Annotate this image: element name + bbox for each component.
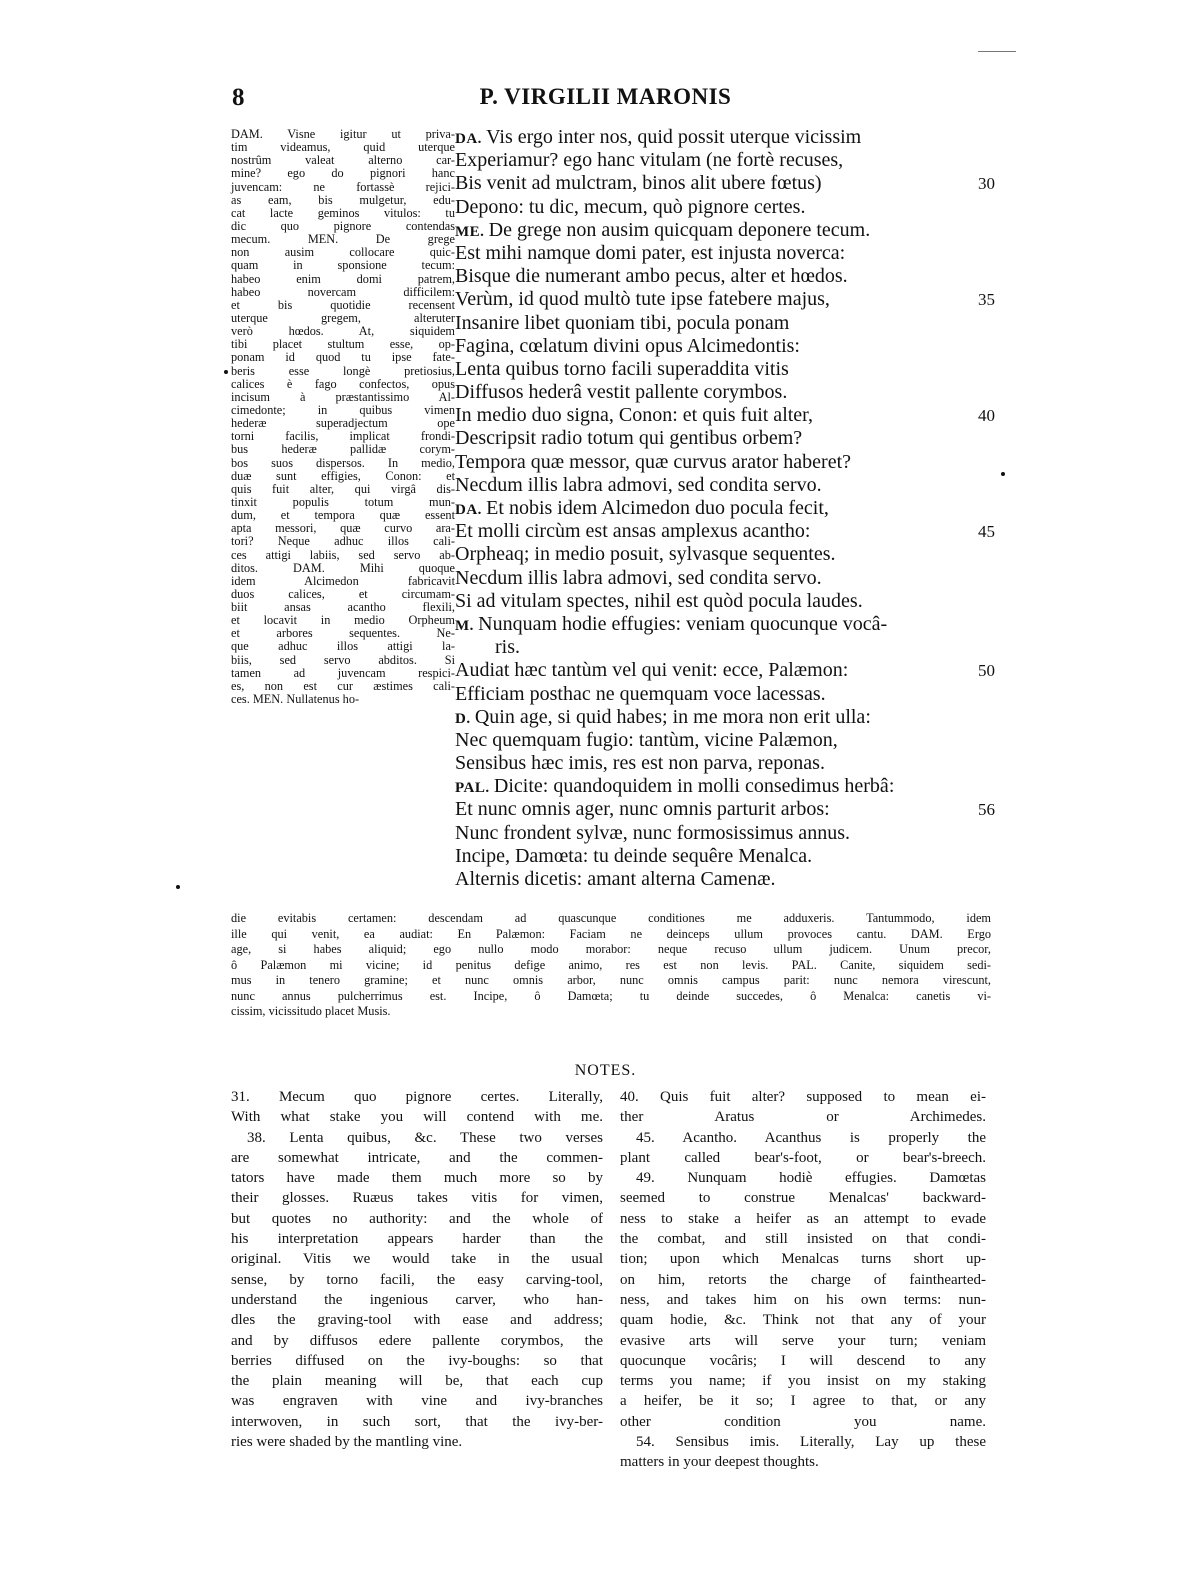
- verse-text: Necdum illis labra admovi, sed condita servo.: [455, 473, 822, 496]
- verse-line: [455, 196, 995, 219]
- note-line: the combat, and still insisted on that condi-: [620, 1231, 986, 1248]
- interpretation-line: ô Palæmon mi vicine; id penitus defige animo, res est non levis. PAL. Canite, siquidem sedi-: [231, 957, 991, 972]
- stray-mark: [176, 885, 180, 889]
- interpretation-line: non ausim collocare quic-: [231, 245, 455, 260]
- speaker-label: M.: [455, 617, 479, 634]
- note-line: other condition you name.: [620, 1413, 986, 1430]
- interpretation-line: incisum à præstantissimo Al-: [231, 389, 455, 404]
- interpretation-line: ces attigi labiis, sed servo ab-: [231, 547, 455, 562]
- verse-line: [455, 312, 995, 335]
- verse-text: Et nobis idem Alcimedon duo pocula fecit,: [486, 497, 829, 519]
- verse-text: Lenta quibus torno facili superaddita vitis: [455, 357, 789, 380]
- note-line: on him, retorts the charge of fainthearted-: [620, 1271, 986, 1288]
- interpretation-line: es, non est cur æstimes cali-: [231, 678, 455, 693]
- interpretation-line: habeo enim domi patrem,: [231, 271, 455, 286]
- note-line: their glosses. Ruæus takes vitis for vimen,: [231, 1190, 603, 1207]
- note-line: tators have made them much more so by: [231, 1170, 603, 1187]
- verse-line: [455, 126, 995, 149]
- stray-mark: [224, 370, 228, 374]
- note-line: 31. Mecum quo pignore certes. Literally,: [231, 1089, 603, 1105]
- corner-rule: [978, 51, 1016, 52]
- interpretation-line: et locavit in medio Orpheum: [231, 613, 455, 628]
- verse-text: Verùm, id quod multò tute ipse fatebere majus,: [455, 288, 830, 311]
- notes-left-column: [231, 1087, 603, 1452]
- verse-text: Bis venit ad mulctram, binos alit ubere fœtus): [455, 172, 822, 195]
- verse-text: Audiat hæc tantùm vel qui venit: ecce, Palæmon:: [455, 659, 849, 682]
- interpretation-line: biit ansas acantho flexili,: [231, 600, 455, 615]
- note-line: ries were shaded by the mantling vine.: [231, 1434, 463, 1451]
- interpretation-line: mine? ego do pignori hanc: [231, 166, 455, 181]
- verse-line: [455, 752, 995, 775]
- interpretation-line: duæ sunt effigies, Conon: et: [231, 468, 455, 483]
- interpretation-line: torni facilis, implicat frondi-: [231, 429, 455, 444]
- verse-line: [455, 288, 995, 311]
- interpretation-line: tori? Neque adhuc illos cali-: [231, 534, 455, 549]
- interpretation-line: ille qui venit, ea audiat: En Palæmon: Faciam ne deinceps ullum provoces cantu. DAM. Ergo: [231, 926, 991, 941]
- verse-line: [455, 798, 995, 821]
- interpretation-line: dum, et tempora quæ essent: [231, 508, 455, 523]
- verse-line: [455, 265, 995, 288]
- note-line: plant called bear's-foot, or bear's-breech.: [620, 1149, 986, 1166]
- verse-line: [455, 822, 995, 845]
- note-line: ther Aratus or Archimedes.: [620, 1109, 986, 1126]
- speaker-label: ME.: [455, 223, 489, 240]
- speaker-label: PAL.: [455, 780, 494, 797]
- speaker-label: DA.: [455, 131, 487, 147]
- verse-text: Depono: tu dic, mecum, quò pignore certes.: [455, 195, 806, 218]
- line-number: 50: [978, 661, 995, 681]
- interpretation-line: nostrûm valeat alterno car-: [231, 153, 455, 168]
- interpretation-line: verò hœdos. At, siquidem: [231, 324, 455, 339]
- note-line: 54. Sensibus imis. Literally, Lay up these: [636, 1434, 986, 1451]
- verse-text: Nec quemquam fugio: tantùm, vicine Palæmon,: [455, 728, 838, 751]
- note-line: berries diffused on the ivy-boughs: so that: [231, 1352, 603, 1369]
- verse-line: [455, 427, 995, 450]
- interpretation-line: as eam, bis mulgetur, edu-: [231, 192, 455, 207]
- interpretation-line: cimedonte; in quibus vimen: [231, 402, 455, 417]
- verse-line: [455, 242, 995, 265]
- verse-line: [455, 775, 995, 798]
- verse-text: Et molli circùm est ansas amplexus acantho:: [455, 520, 811, 543]
- interpretation-line: beris esse longè pretiosius,: [231, 363, 455, 378]
- verse-text: De grege non ausim quicquam deponere tecum.: [488, 218, 871, 241]
- note-line: matters in your deepest thoughts.: [620, 1454, 819, 1471]
- note-line: a heifer, be it so; I agree to that, or any: [620, 1393, 986, 1410]
- verse-line: [455, 659, 995, 682]
- verse-text: ris.: [495, 636, 520, 659]
- note-line: understand the ingenious carver, who han-: [231, 1291, 603, 1308]
- interpretation-line: DAM. Visne igitur ut priva-: [231, 127, 455, 141]
- interpretation-line: apta messori, quæ curvo ara-: [231, 521, 455, 536]
- verse-line: [455, 729, 995, 752]
- note-line: dles the graving-tool with ease and address;: [231, 1312, 603, 1329]
- interpretation-line: ponam id quod tu ipse fate-: [231, 350, 455, 365]
- verse-text: Necdum illis labra admovi, sed condita servo.: [455, 566, 822, 589]
- verse-text: Sensibus hæc imis, res est non parva, reponas.: [455, 752, 825, 775]
- verse-text: Et nunc omnis ager, nunc omnis parturit arbos:: [455, 798, 830, 821]
- note-line: seemed to construe Menalcas' backward-: [620, 1190, 986, 1207]
- notes-right-column: [620, 1087, 986, 1473]
- interpretation-line: quam in sponsione tecum:: [231, 258, 455, 273]
- note-line: terms you name; if you insist on my staking: [620, 1373, 986, 1390]
- interpretation-line: tinxit populis totum mun-: [231, 494, 455, 509]
- note-line: evasive arts will serve your turn; veniam: [620, 1332, 986, 1349]
- verse-line: [455, 451, 995, 474]
- interpretation-line: bus hederæ pallidæ corym-: [231, 442, 455, 457]
- verse-line: [455, 845, 995, 868]
- verse-text: Alternis dicetis: amant alterna Camenæ.: [455, 868, 776, 890]
- interpretation-line: cat lacte geminos vitulos: tu: [231, 205, 455, 220]
- interpretation-line: calices è fago confectos, opus: [231, 376, 455, 391]
- note-line: original. Vitis we would take in the usual: [231, 1251, 603, 1268]
- interpretation-bottom-block: [231, 911, 991, 1020]
- interpretation-line: et bis quotidie recensent: [231, 297, 455, 312]
- interpretation-line: tibi placet stultum esse, op-: [231, 337, 455, 352]
- note-line: 49. Nunquam hodiè effugies. Damœtas: [636, 1170, 986, 1187]
- interpretation-line: tim videamus, quid uterque: [231, 140, 455, 155]
- interpretation-line: quis fuit alter, qui virgâ dis-: [231, 481, 455, 496]
- stray-mark: [1001, 472, 1005, 476]
- interpretation-line: habeo novercam difficilem:: [231, 284, 455, 299]
- interpretation-line: ces. MEN. Nullatenus ho-: [231, 692, 360, 707]
- line-number: 56: [978, 800, 995, 820]
- verse-text: Quin age, si quid habes; in me mora non erit ulla:: [474, 705, 871, 728]
- note-line: interwoven, in such sort, that the ivy-ber-: [231, 1413, 603, 1430]
- speaker-label: D.: [455, 710, 475, 727]
- note-line: his interpretation appears harder than the: [231, 1231, 603, 1248]
- line-number: 45: [978, 522, 995, 542]
- note-line: 38. Lenta quibus, &c. These two verses: [247, 1129, 603, 1146]
- verse-column: [455, 126, 995, 891]
- interpretation-line: nunc annus pulcherrimus est. Incipe, ô Damœta; tu deinde succedes, ô Menalca: canetis vi-: [231, 988, 991, 1003]
- interpretation-line: hederæ superadjectum ope: [231, 416, 455, 431]
- line-number: 40: [978, 406, 995, 426]
- verse-line: [455, 149, 995, 172]
- speaker-label: DA.: [455, 502, 487, 518]
- interpretation-line: duos calices, et circumam-: [231, 586, 455, 601]
- interpretation-line: mecum. MEN. De grege: [231, 232, 455, 247]
- interpretation-line: tamen ad juvencam respici-: [231, 665, 455, 680]
- verse-line: [455, 474, 995, 497]
- note-line: and by diffusos edere pallente corymbos, the: [231, 1332, 603, 1349]
- note-line: With what stake you will contend with me.: [231, 1109, 603, 1126]
- note-line: quocunque vocâris; I will descend to any: [620, 1352, 986, 1369]
- verse-text: Insanire libet quoniam tibi, pocula ponam: [455, 311, 790, 334]
- verse-line: [455, 543, 995, 566]
- notes-heading: NOTES.: [574, 1062, 637, 1079]
- interpretation-line: biis, sed servo abditos. Si: [231, 652, 455, 667]
- interpretation-line: mus in tenero gramine; et nunc omnis arbor, nunc omnis campus parit: nunc nemora virescunt,: [231, 973, 991, 987]
- note-line: but quotes no authority: and the whole of: [231, 1210, 603, 1227]
- verse-text: Orpheaq; in medio posuit, sylvasque sequentes.: [455, 543, 836, 566]
- interpretation-line: et arbores sequentes. Ne-: [231, 626, 455, 641]
- verse-text: In medio duo signa, Conon: et quis fuit alter,: [455, 404, 814, 427]
- note-line: sense, by torno facili, the easy carving-tool,: [231, 1271, 603, 1288]
- interpretation-line: uterque gregem, alteruter: [231, 310, 455, 325]
- verse-text: Diffusos hederâ vestit pallente corymbos.: [455, 381, 788, 404]
- interpretation-line: idem Alcimedon fabricavit: [231, 573, 455, 588]
- verse-text: Est mihi namque domi pater, est injusta noverca:: [455, 241, 846, 264]
- note-line: the plain meaning will be, that each cup: [231, 1373, 603, 1390]
- interpretation-line: dic quo pignore contendas: [231, 218, 455, 233]
- running-title: P. VIRGILII MARONIS: [479, 84, 732, 109]
- interpretation-line: die evitabis certamen: descendam ad quascunque conditiones me adduxeris. Tantummodo, idem: [231, 911, 991, 925]
- note-line: 45. Acantho. Acanthus is properly the: [636, 1129, 986, 1146]
- verse-text: Efficiam posthac ne quemquam voce lacessas.: [455, 682, 826, 705]
- verse-text: Nunquam hodie effugies: veniam quocunque vocâ-: [478, 612, 888, 635]
- verse-line: [455, 358, 995, 381]
- verse-line: [455, 335, 995, 358]
- verse-line: [455, 497, 995, 520]
- note-line: quam hodie, &c. Think not that any of your: [620, 1312, 986, 1329]
- verse-text: Tempora quæ messor, quæ curvus arator haberet?: [455, 450, 852, 473]
- verse-line: [455, 520, 995, 543]
- interpretation-line: bos suos dispersos. In medio,: [231, 455, 455, 470]
- interpretation-line: ditos. DAM. Mihi quoque: [231, 560, 455, 575]
- verse-line: [455, 381, 995, 404]
- verse-text: Nunc frondent sylvæ, nunc formosissimus annus.: [455, 821, 850, 844]
- interpretation-line: age, si habes aliquid; ego nullo modo morabor: neque recuso ullum judicem. Unum precor,: [231, 942, 991, 956]
- verse-text: Fagina, cœlatum divini opus Alcimedontis:: [455, 334, 800, 357]
- interpretation-side-column: [231, 128, 455, 706]
- note-line: are somewhat intricate, and the commen-: [231, 1149, 603, 1166]
- verse-line: [455, 613, 995, 636]
- verse-line: [455, 567, 995, 590]
- verse-line: [455, 868, 995, 891]
- verse-line: [455, 590, 995, 613]
- verse-text: Descripsit radio totum qui gentibus orbem?: [455, 427, 803, 450]
- note-line: ness, and takes him on his own terms: nun-: [620, 1291, 986, 1308]
- verse-line: [455, 683, 995, 706]
- page-number: 8: [232, 84, 245, 111]
- verse-text: Bisque die numerant ambo pecus, alter et hœdos.: [455, 265, 848, 288]
- interpretation-line: juvencam: ne fortassè rejici-: [231, 179, 455, 194]
- verse-text: Incipe, Damœta: tu deinde sequêre Menalca.: [455, 844, 813, 867]
- verse-text: Si ad vitulam spectes, nihil est quòd pocula laudes.: [455, 589, 863, 612]
- line-number: 35: [978, 290, 995, 310]
- verse-line: [455, 636, 995, 659]
- verse-text: Dicite: quandoquidem in molli consedimus herbâ:: [493, 775, 895, 798]
- verse-text: Vis ergo inter nos, quid possit uterque vicissim: [486, 126, 862, 148]
- verse-line: [455, 172, 995, 195]
- verse-line: [455, 404, 995, 427]
- verse-line: [455, 706, 995, 729]
- note-line: was engraven with vine and ivy-branches: [231, 1393, 603, 1410]
- note-line: tion; upon which Menalcas turns short up-: [620, 1251, 986, 1268]
- note-line: 40. Quis fuit alter? supposed to mean ei-: [620, 1089, 986, 1105]
- interpretation-line: que adhuc illos attigi la-: [231, 639, 455, 654]
- interpretation-line: cissim, vicissitudo placet Musis.: [231, 1004, 391, 1018]
- line-number: 30: [978, 174, 995, 194]
- note-line: ness to stake a heifer as an attempt to evade: [620, 1210, 986, 1227]
- verse-text: Experiamur? ego hanc vitulam (ne fortè recuses,: [455, 149, 844, 172]
- verse-line: [455, 219, 995, 242]
